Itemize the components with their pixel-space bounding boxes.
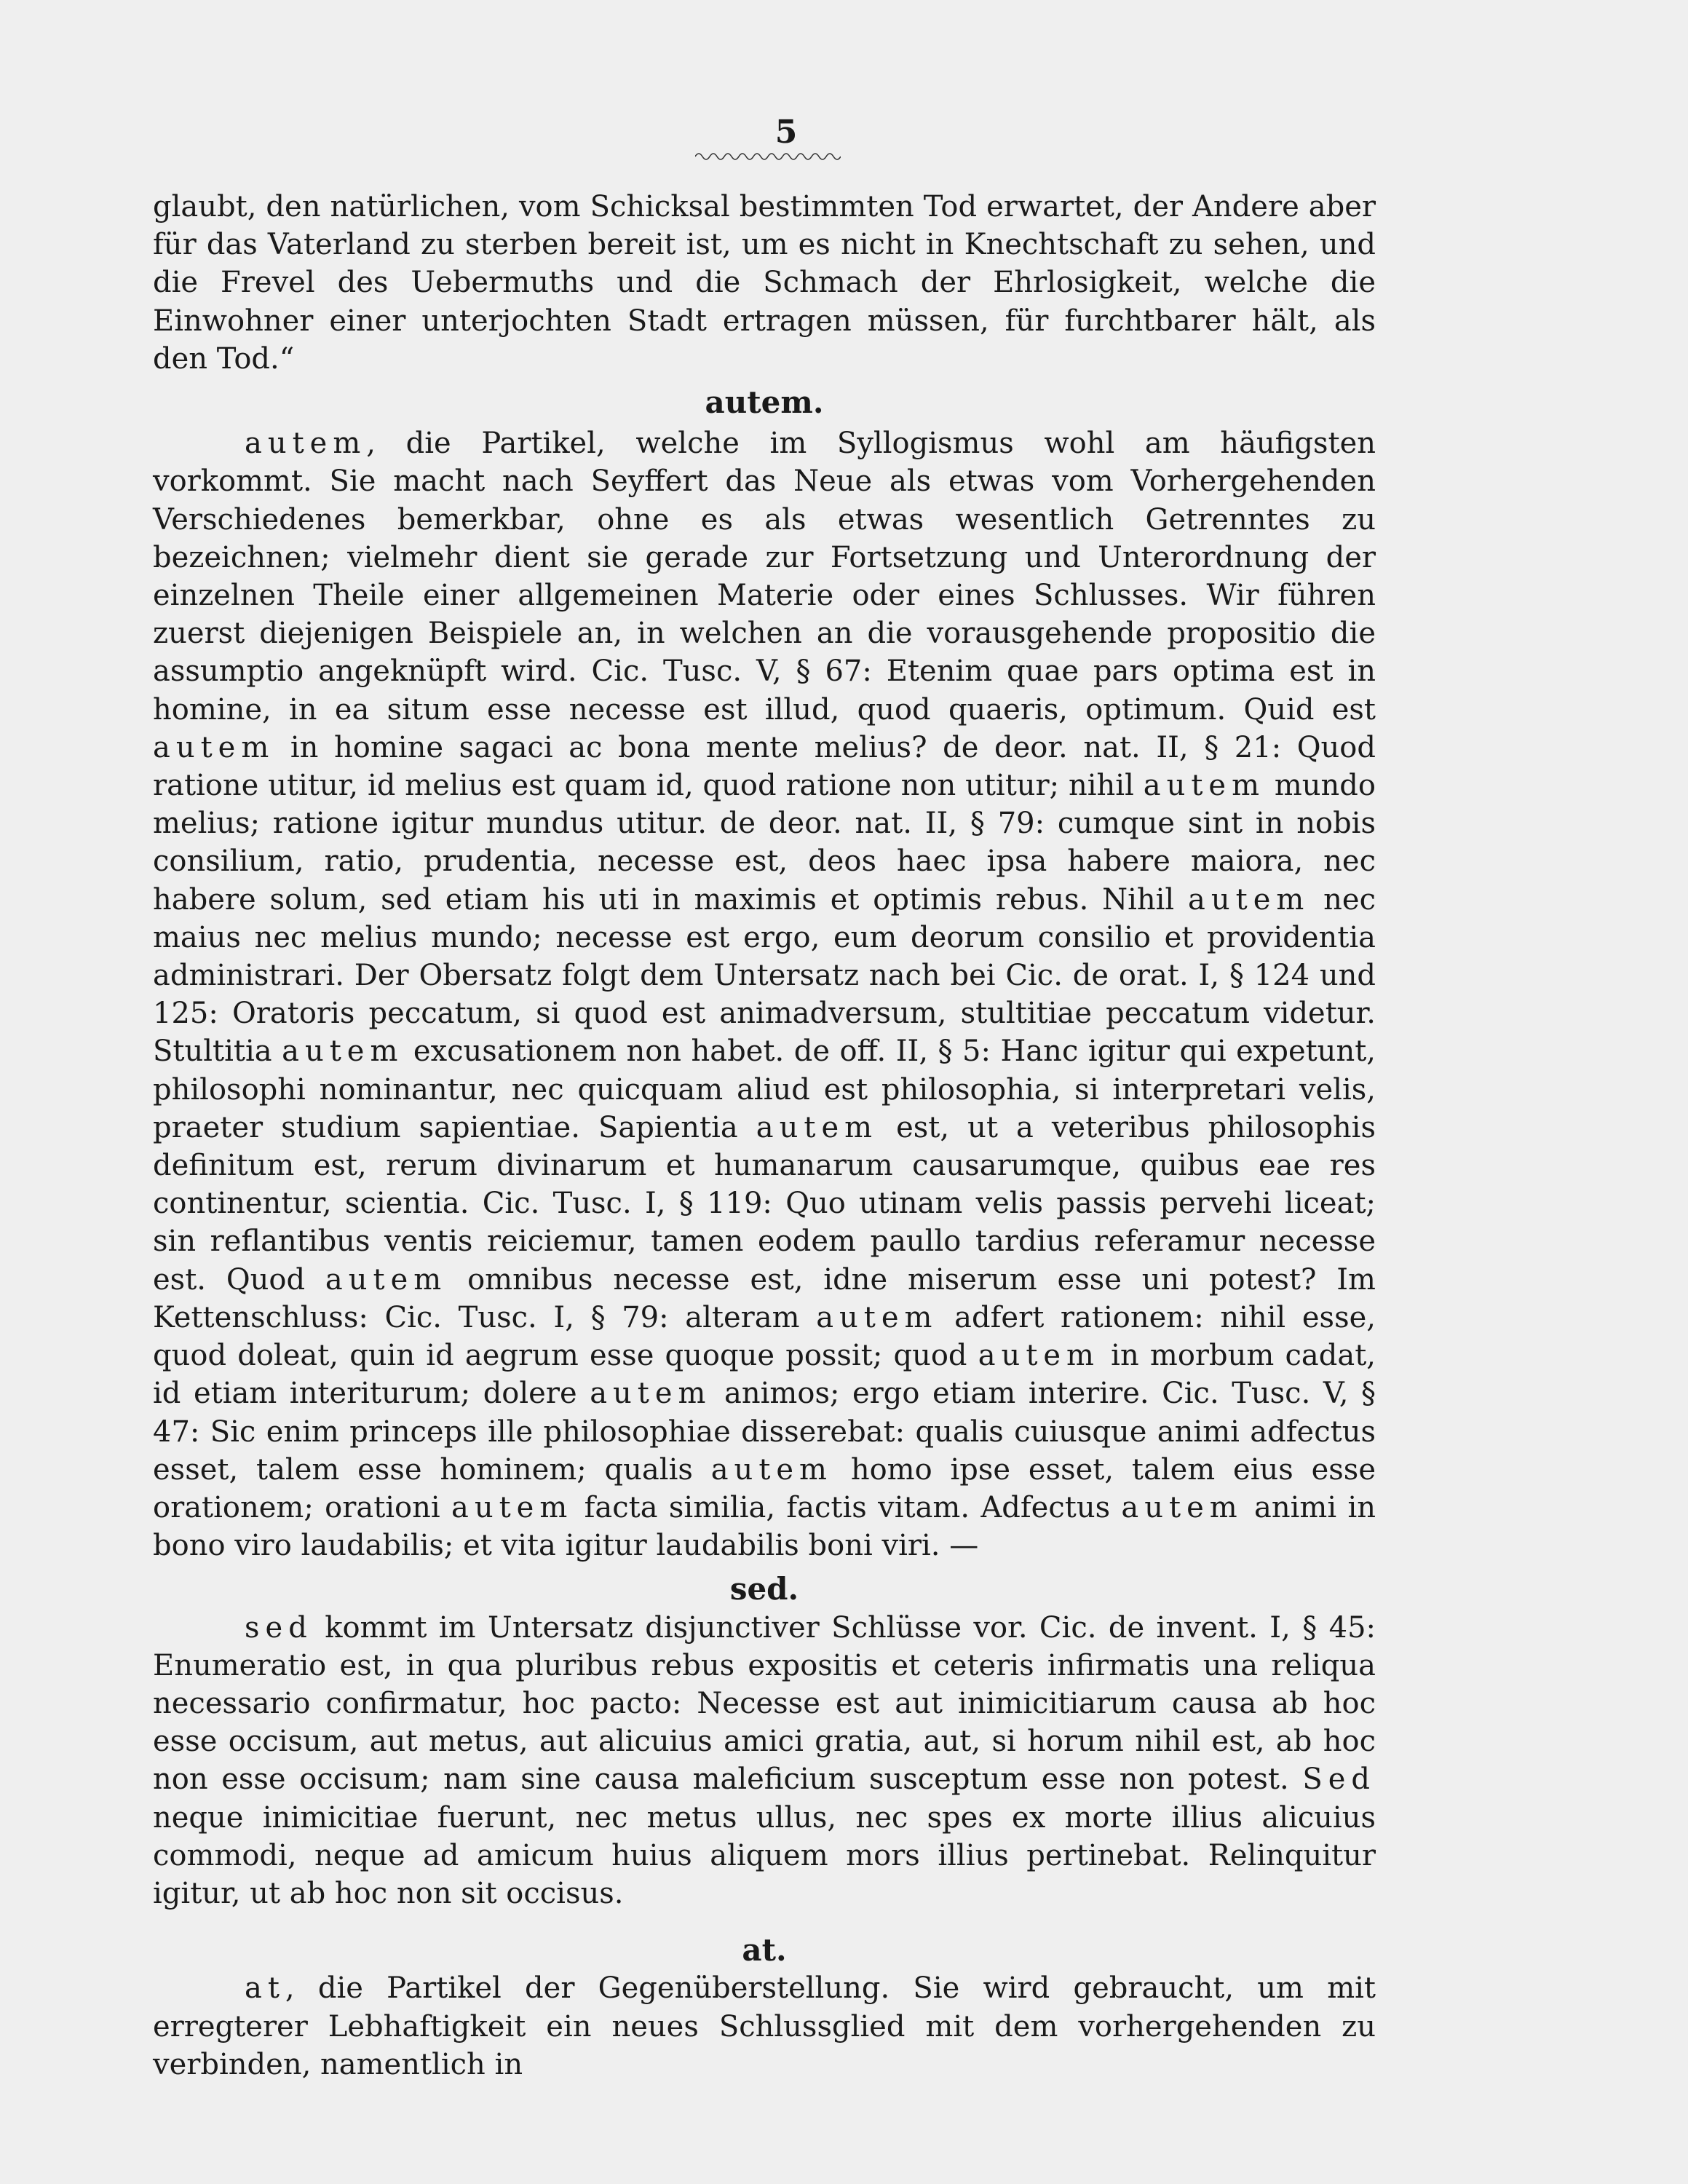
spaced-keyword: autem bbox=[1188, 882, 1310, 917]
intro-paragraph: glaubt, den natürlichen, vom Schicksal bestimmten Tod erwartet, der Andere aber für das Vaterland zu sterben bereit ist, um es nicht in Knechtschaft zu sehen, und die Frevel des Uebermuths und die Schmach der Ehrlosigkeit, welche die Einwohner einer unterjochten Stadt ertragen müssen, für furchtbarer hält, als den Tod.“ bbox=[153, 190, 1376, 376]
text-run: in homine sagaci ac bona mente melius? de deor. nat. II, § 21: Quod ratione utitur, id melius est quam id, quod ratione non utitur; nihil bbox=[153, 730, 1376, 803]
text-run: in morbum cadat, id etiam interiturum; dolere bbox=[153, 1339, 1376, 1411]
text-run: , die Partikel, welche im Syllogismus wohl am häufigsten vorkommt. Sie macht nach Seyffert das Neue als etwas vom Vorhergehenden Verschiedenes bemerkbar, ohne es als etwas wesentlich Getrenntes zu bezeichnen; vielmehr dient sie gerade zur Fortsetzung und Unterordnung der einzelnen Theile einer allgemeinen Materie oder eines Schlusses. Wir führen zuerst diejenigen Beispiele an, in welchen an die vorausgehende propositio die assumptio angeknüpft wird. Cic. Tusc. V, § 67: Etenim quae pars optima est in homine, in ea situm esse necesse est illud, quod quaeris, optimum. Quid est bbox=[153, 427, 1376, 727]
spaced-keyword: at bbox=[245, 1971, 285, 2006]
spaced-keyword: autem bbox=[282, 1034, 404, 1069]
spaced-keyword: autem bbox=[978, 1339, 1100, 1373]
text-run: nec maius nec melius mundo; necesse est ergo, eum deorum consilio et providentia administrari. Der Obersatz folgt dem Untersatz nach bei Cic. de orat. I, § 124 und 125: Oratoris peccatum, si quod est animadversum, stultitiae peccatum videtur. Stultitia bbox=[153, 882, 1376, 1069]
text-run: excusationem non habet. de off. II, § 5: Hanc igitur qui expetunt, philosophi nominantur, nec quicquam aliud est philosophia, si interpretari velis, praeter studium sapientiae. Sapientia bbox=[153, 1034, 1376, 1144]
spaced-keyword: autem bbox=[451, 1490, 574, 1524]
spaced-keyword: autem bbox=[325, 1262, 448, 1297]
spaced-keyword: sed bbox=[245, 1610, 313, 1645]
text-run: omnibus necesse est, idne miserum esse uni potest? Im Kettenschluss: Cic. Tusc. I, § 79: alteram bbox=[153, 1262, 1376, 1334]
spaced-keyword: autem bbox=[1143, 769, 1266, 803]
spaced-keyword: Sed bbox=[1302, 1762, 1376, 1797]
text-run: kommt im Untersatz disjunctiver Schlüsse vor. Cic. de invent. I, § 45: Enumeratio est, in qua pluribus rebus expositis et ceteris infirmatis una reliqua necessario confirmatur, hoc pacto: Necesse est aut inimicitiarum causa ab hoc esse occisum, aut metus, aut alicuius amici gratia, aut, si horum nihil est, ab hoc non esse occisum; nam sine causa maleficium susceptum esse non potest. bbox=[153, 1610, 1376, 1797]
spaced-keyword: autem bbox=[245, 427, 367, 461]
paragraph-autem bbox=[153, 424, 1376, 1564]
spaced-keyword: autem bbox=[756, 1110, 879, 1144]
text-run: mundo melius; ratione igitur mundus utitur. de deor. nat. II, § 79: cumque sint in nobis consilium, ratio, prudentia, necesse est, deos haec ipsa habere maiora, nec habere solum, sed etiam his uti in maximis et optimis rebus. Nihil bbox=[153, 769, 1376, 917]
text-run: animi in bono viro laudabilis; et vita igitur laudabilis boni viri. — bbox=[153, 1490, 1376, 1563]
text-run: facta similia, factis vitam. Adfectus bbox=[573, 1490, 1122, 1524]
text-run: neque inimicitiae fuerunt, nec metus ullus, nec spes ex morte illius alicuius commodi, neque ad amicum huius aliquem mors illius pertinebat. Relinquitur igitur, ut ab hoc non sit occisus. bbox=[153, 1800, 1376, 1910]
text-run: , die Partikel der Gegenüberstellung. Sie wird gebraucht, um mit erregterer Lebhaftigkeit ein neues Schlussglied mit dem vorhergehenden zu verbinden, namentlich in bbox=[153, 1971, 1376, 2081]
text-run: animos; ergo etiam interire. Cic. Tusc. V, § 47: Sic enim princeps ille philosophiae disserebat: qualis cuiusque animi adfectus esset, talem esse hominem; qualis bbox=[153, 1377, 1376, 1487]
spaced-keyword: autem bbox=[710, 1452, 833, 1487]
wavy-rule-ornament bbox=[695, 148, 841, 162]
spaced-keyword: autem bbox=[1121, 1490, 1243, 1524]
spaced-keyword: autem bbox=[153, 730, 275, 764]
paragraph-sed bbox=[153, 1609, 1376, 1913]
text-run: adfert rationem: nihil esse, quod doleat, quin id aegrum esse quoque possit; quod bbox=[153, 1300, 1376, 1373]
text-run: homo ipse esset, talem eius esse orationem; orationi bbox=[153, 1452, 1376, 1524]
section-heading-sed: sed. bbox=[729, 1571, 799, 1607]
text-run: est, ut a veteribus philosophis definitum est, rerum divinarum et humanarum causarumque, quibus eae res continentur, scientia. Cic. Tusc. I, § 119: Quo utinam velis passis pervehi liceat; sin reflantibus ventis reiciemur, tamen eodem paullo tardius referamur necesse est. Quod bbox=[153, 1110, 1376, 1297]
spaced-keyword: autem bbox=[816, 1300, 938, 1334]
section-heading-at: at. bbox=[742, 1932, 787, 1969]
section-heading-autem: autem. bbox=[705, 384, 824, 421]
paragraph-at bbox=[153, 1969, 1376, 2084]
page-number: 5 bbox=[774, 114, 798, 151]
spaced-keyword: autem bbox=[590, 1377, 712, 1411]
body-text bbox=[153, 188, 1376, 2084]
